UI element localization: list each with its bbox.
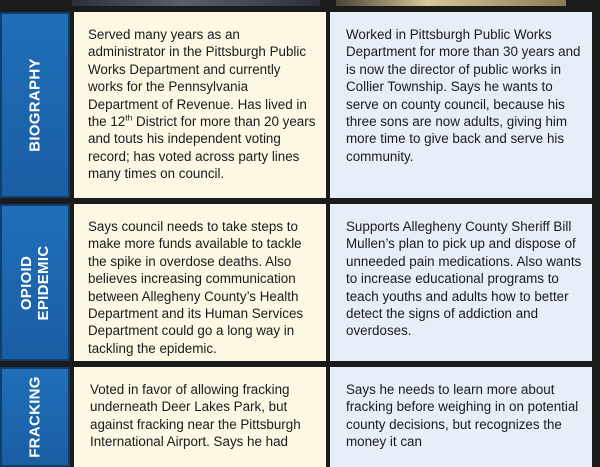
biography-left-text-2: District for more than 20 years and touts his independent voting record; has voted across party lines many times on council.	[88, 114, 316, 182]
row-label-opioid-epidemic	[0, 204, 70, 361]
fracking-left-candidate: Voted in favor of allowing fracking underneath Deer Lakes Park, but against fracking near the Pittsburgh International Airport. Says he had	[74, 367, 326, 467]
fracking-right-candidate: Says he needs to learn more about fracking before weighing in on potential county decisions, but recognizes the money it can	[330, 367, 592, 467]
opioid-right-candidate: Supports Allegheny County Sheriff Bill Mullen’s plan to pick up and dispose of unneeded pain medications. Also wants to increase educational programs to teach youths and adults how to better detect the signs of addiction and overdoses.	[330, 204, 592, 361]
row-label-biography	[0, 12, 70, 198]
candidate-photo-right	[336, 0, 566, 6]
opioid-left-candidate: Says council needs to take steps to make more funds available to tackle the spike in overdose deaths. Also believes increasing communication between Allegheny County’s Health Department and its Human Services Department could go a long way in tackling the epidemic.	[74, 204, 326, 361]
row-label-text: BIOGRAPHY	[26, 58, 44, 152]
biography-left-superscript: th	[125, 112, 133, 123]
row-label-text: FRACKING	[26, 376, 44, 458]
biography-left-text-1: Served many years as an administrator in the Pittsburgh Public Works Department and currently works for the Pennsylvania Department of Revenue. Has lived in the 12	[88, 27, 307, 130]
biography-right-candidate: Worked in Pittsburgh Public Works Department for more than 30 years and is now the director of public works in Collier Township. Says he wants to serve on county council, because his three sons are now adults, giving him more time to give back and serve his community.	[330, 12, 592, 198]
row-biography	[0, 12, 600, 198]
row-opioid-epidemic	[0, 204, 600, 361]
biography-left-candidate	[74, 12, 326, 198]
row-label-fracking	[0, 367, 70, 467]
row-fracking	[0, 367, 600, 467]
row-label-text: OPIOID EPIDEMIC	[18, 245, 52, 320]
candidate-photo-left	[72, 0, 320, 6]
candidate-photos-strip	[0, 0, 600, 8]
